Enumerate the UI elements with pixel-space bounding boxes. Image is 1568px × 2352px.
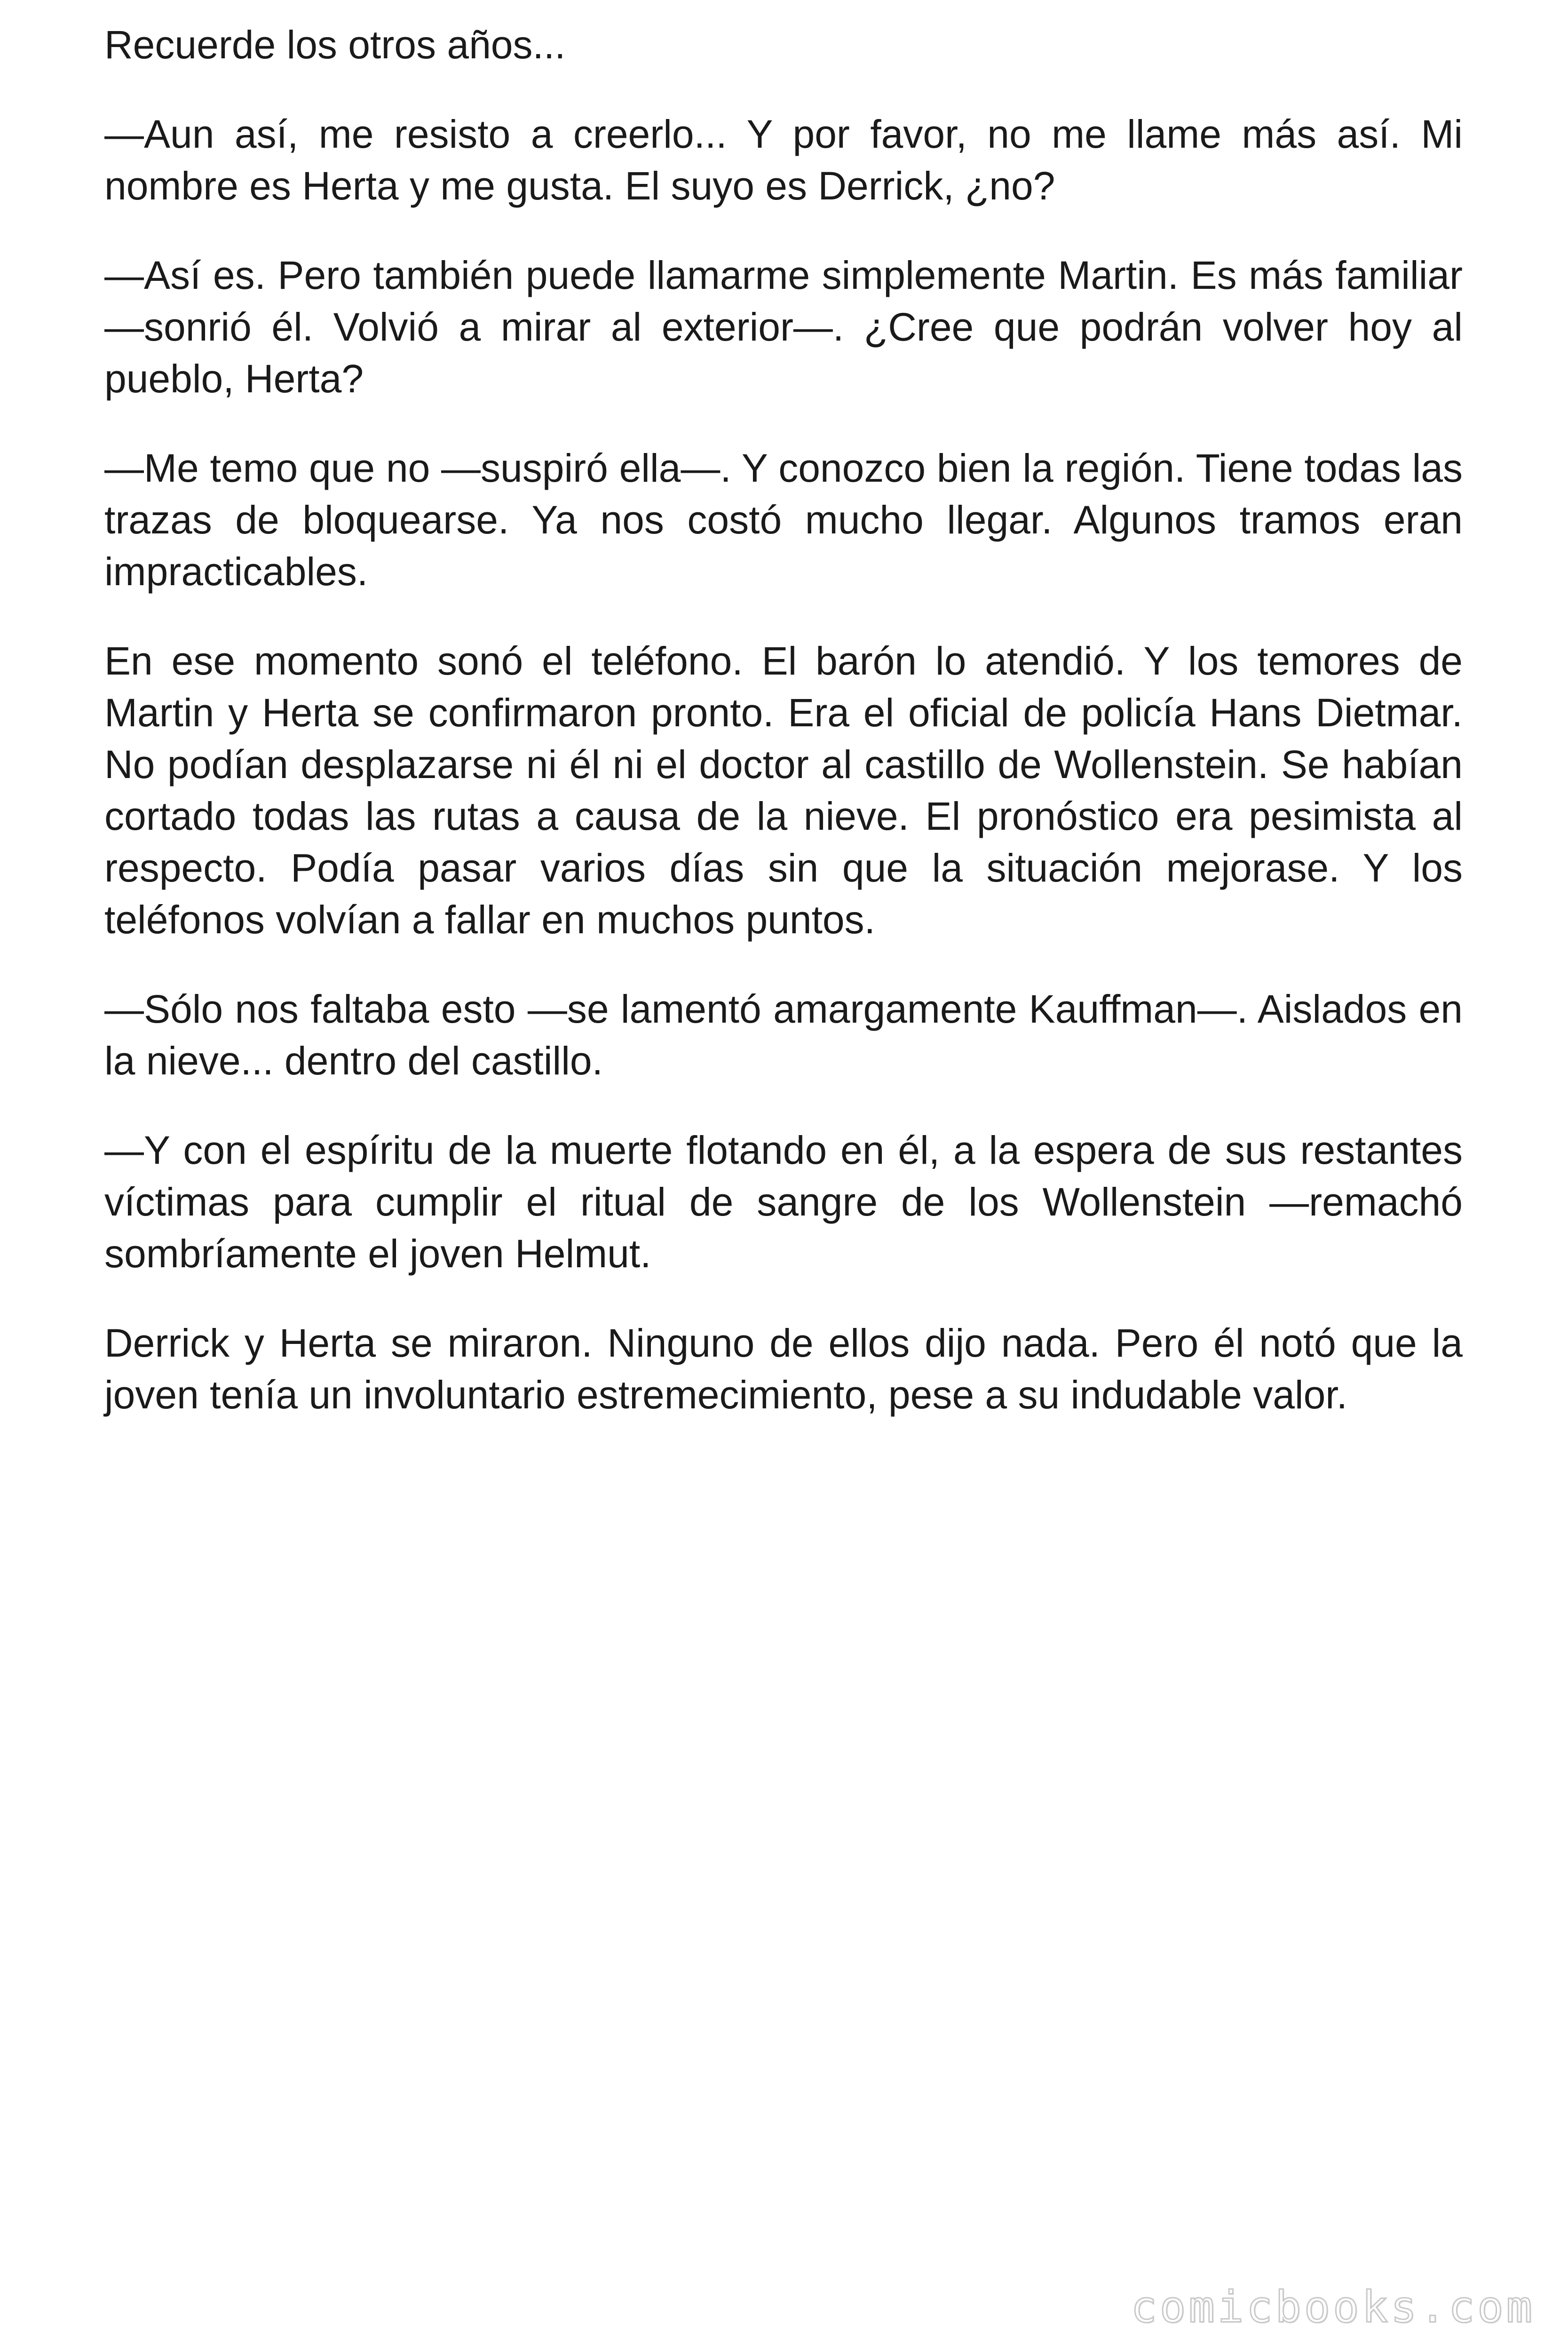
paragraph: Recuerde los otros años... xyxy=(104,23,566,67)
paragraph: —Así es. Pero también puede llamarme simplemente Martin. Es más familiar —sonrió él. Volvió a mirar al exterior—. ¿Cree que podrán volver hoy al pueblo, Herta? xyxy=(104,253,1463,401)
paragraph: Derrick y Herta se miraron. Ninguno de ellos dijo nada. Pero él notó que la joven tenía un involuntario estremecimiento, pese a su indudable valor. xyxy=(104,1321,1463,1417)
paragraph: —Me temo que no —suspiró ella—. Y conozco bien la región. Tiene todas las trazas de bloquearse. Ya nos costó mucho llegar. Algunos tramos eran impracticables. xyxy=(104,446,1463,594)
watermark: comicbooks.com xyxy=(1131,2282,1535,2332)
paragraph: —Sólo nos faltaba esto —se lamentó amargamente Kauffman—. Aislados en la nieve... dentro del castillo. xyxy=(104,987,1463,1083)
paragraph: En ese momento sonó el teléfono. El barón lo atendió. Y los temores de Martin y Herta se confirmaron pronto. Era el oficial de policía Hans Dietmar. No podían desplazarse ni él ni el doctor al castillo de Wollenstein. Se habían cortado todas las rutas a causa de la nieve. El pronóstico era pesimista al respecto. Podía pasar varios días sin que la situación mejorase. Y los teléfonos volvían a fallar en muchos puntos. xyxy=(104,639,1463,942)
paragraph: —Y con el espíritu de la muerte flotando en él, a la espera de sus restantes víctimas para cumplir el ritual de sangre de los Wollenstein —remachó sombríamente el joven Helmut. xyxy=(104,1128,1463,1276)
paragraph: —Aun así, me resisto a creerlo... Y por favor, no me llame más así. Mi nombre es Herta y me gusta. El suyo es Derrick, ¿no? xyxy=(104,112,1463,208)
body-text xyxy=(104,19,1463,1458)
